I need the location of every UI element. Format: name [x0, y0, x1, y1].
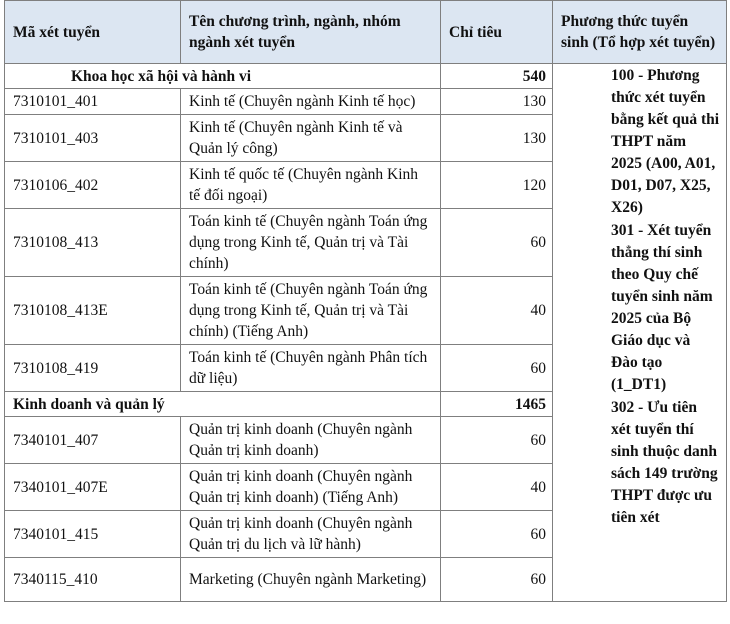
program-name: Toán kinh tế (Chuyên ngành Phân tích dữ liệu) — [181, 345, 441, 392]
program-code: 7340101_407E — [5, 464, 181, 511]
header-program: Tên chương trình, ngành, nhóm ngành xét tuyển — [181, 1, 441, 64]
method-code: 100 — [611, 67, 635, 84]
method-cell — [553, 64, 727, 602]
program-code: 7310108_413E — [5, 277, 181, 345]
group-name: Kinh doanh và quản lý — [5, 392, 441, 417]
group-row — [5, 64, 727, 89]
method-item — [611, 220, 720, 396]
program-quota: 60 — [441, 209, 553, 277]
program-quota: 60 — [441, 345, 553, 392]
program-code: 7340115_410 — [5, 558, 181, 602]
method-item — [611, 397, 720, 529]
program-name: Quản trị kinh doanh (Chuyên ngành Quản trị kinh doanh) — [181, 417, 441, 464]
program-code: 7310108_413 — [5, 209, 181, 277]
program-name: Marketing (Chuyên ngành Marketing) — [181, 558, 441, 602]
table-body — [5, 64, 727, 602]
program-code: 7310101_403 — [5, 115, 181, 162]
program-quota: 60 — [441, 511, 553, 558]
program-name: Quản trị kinh doanh (Chuyên ngành Quản trị du lịch và lữ hành) — [181, 511, 441, 558]
method-text: - Xét tuyển thẳng thí sinh theo Quy chế tuyển sinh năm 2025 của Bộ Giáo dục và Đào tạo (1_DT1) — [611, 222, 713, 393]
program-name: Kinh tế (Chuyên ngành Kinh tế học) — [181, 89, 441, 115]
program-quota: 130 — [441, 89, 553, 115]
program-name: Quản trị kinh doanh (Chuyên ngành Quản trị kinh doanh) (Tiếng Anh) — [181, 464, 441, 511]
program-name: Toán kinh tế (Chuyên ngành Toán ứng dụng trong Kinh tế, Quản trị và Tài chính) (Tiếng Anh) — [181, 277, 441, 345]
program-name: Toán kinh tế (Chuyên ngành Toán ứng dụng trong Kinh tế, Quản trị và Tài chính) — [181, 209, 441, 277]
program-quota: 40 — [441, 464, 553, 511]
header-code: Mã xét tuyển — [5, 1, 181, 64]
program-code: 7310106_402 — [5, 162, 181, 209]
program-quota: 40 — [441, 277, 553, 345]
header-method: Phương thức tuyển sinh (Tổ hợp xét tuyển) — [553, 1, 727, 64]
program-code: 7310108_419 — [5, 345, 181, 392]
program-quota: 120 — [441, 162, 553, 209]
group-total: 540 — [441, 64, 553, 89]
program-quota: 130 — [441, 115, 553, 162]
header-quota: Chỉ tiêu — [441, 1, 553, 64]
group-total: 1465 — [441, 392, 553, 417]
program-code: 7310101_401 — [5, 89, 181, 115]
method-code: 302 — [611, 399, 635, 416]
method-item — [611, 65, 720, 219]
program-code: 7340101_415 — [5, 511, 181, 558]
program-quota: 60 — [441, 558, 553, 602]
method-text: - Ưu tiên xét tuyển thí sinh thuộc danh sách 149 trường THPT được ưu tiên xét — [611, 399, 718, 526]
method-text: - Phương thức xét tuyển bằng kết quả thi THPT năm 2025 (A00, A01, D01, D07, X25, X26) — [611, 67, 720, 216]
program-name: Kinh tế quốc tế (Chuyên ngành Kinh tế đối ngoại) — [181, 162, 441, 209]
group-name: Khoa học xã hội và hành vi — [5, 64, 441, 89]
admission-table — [4, 0, 727, 602]
program-code: 7340101_407 — [5, 417, 181, 464]
header-row — [5, 1, 727, 64]
program-name: Kinh tế (Chuyên ngành Kinh tế và Quản lý công) — [181, 115, 441, 162]
program-quota: 60 — [441, 417, 553, 464]
method-code: 301 — [611, 222, 635, 239]
